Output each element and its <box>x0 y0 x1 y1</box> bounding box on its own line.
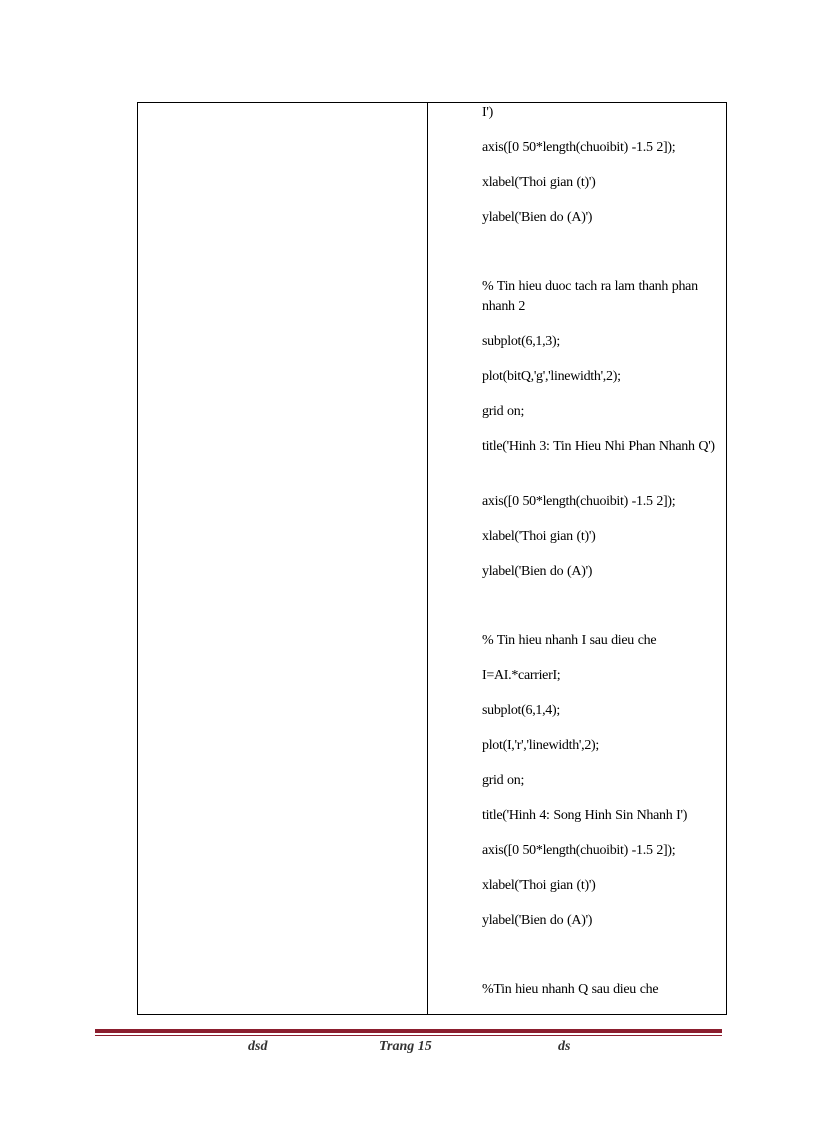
code-line: plot(I,'r','linewidth',2); <box>482 738 599 753</box>
code-line: ylabel('Bien do (A)') <box>482 913 593 928</box>
code-line: ylabel('Bien do (A)') <box>482 210 593 225</box>
code-line: xlabel('Thoi gian (t)') <box>482 878 596 893</box>
code-line: axis([0 50*length(chuoibit) -1.5 2]); <box>482 843 676 858</box>
code-line: grid on; <box>482 773 525 788</box>
table-left-cell <box>138 103 428 1014</box>
code-comment: %Tin hieu nhanh Q sau dieu che <box>482 982 659 997</box>
code-line: I=AI.*carrierI; <box>482 668 561 683</box>
footer-left-text: dsd <box>248 1039 268 1054</box>
code-line: title('Hinh 4: Song Hinh Sin Nhanh I') <box>482 808 688 823</box>
code-line: subplot(6,1,4); <box>482 703 560 718</box>
code-line: ylabel('Bien do (A)') <box>482 564 593 579</box>
code-comment: % Tin hieu duoc tach ra lam thanh phan nhanh 2 <box>482 279 698 314</box>
footer-divider-thin <box>95 1035 722 1036</box>
table-right-cell <box>428 103 726 1014</box>
footer-divider <box>95 1029 722 1033</box>
code-line: grid on; <box>482 404 525 419</box>
footer-right-text: ds <box>558 1039 571 1054</box>
two-column-table <box>137 102 727 1015</box>
code-line: I') <box>482 105 493 120</box>
code-line: subplot(6,1,3); <box>482 334 560 349</box>
code-line: xlabel('Thoi gian (t)') <box>482 529 596 544</box>
code-line: plot(bitQ,'g','linewidth',2); <box>482 369 621 384</box>
code-line: axis([0 50*length(chuoibit) -1.5 2]); <box>482 494 676 509</box>
code-line: axis([0 50*length(chuoibit) -1.5 2]); <box>482 140 676 155</box>
footer-page-number: Trang 15 <box>379 1039 432 1054</box>
code-comment: % Tin hieu nhanh I sau dieu che <box>482 633 657 648</box>
code-line: xlabel('Thoi gian (t)') <box>482 175 596 190</box>
code-line: title('Hinh 3: Tin Hieu Nhi Phan Nhanh Q') <box>482 439 715 454</box>
